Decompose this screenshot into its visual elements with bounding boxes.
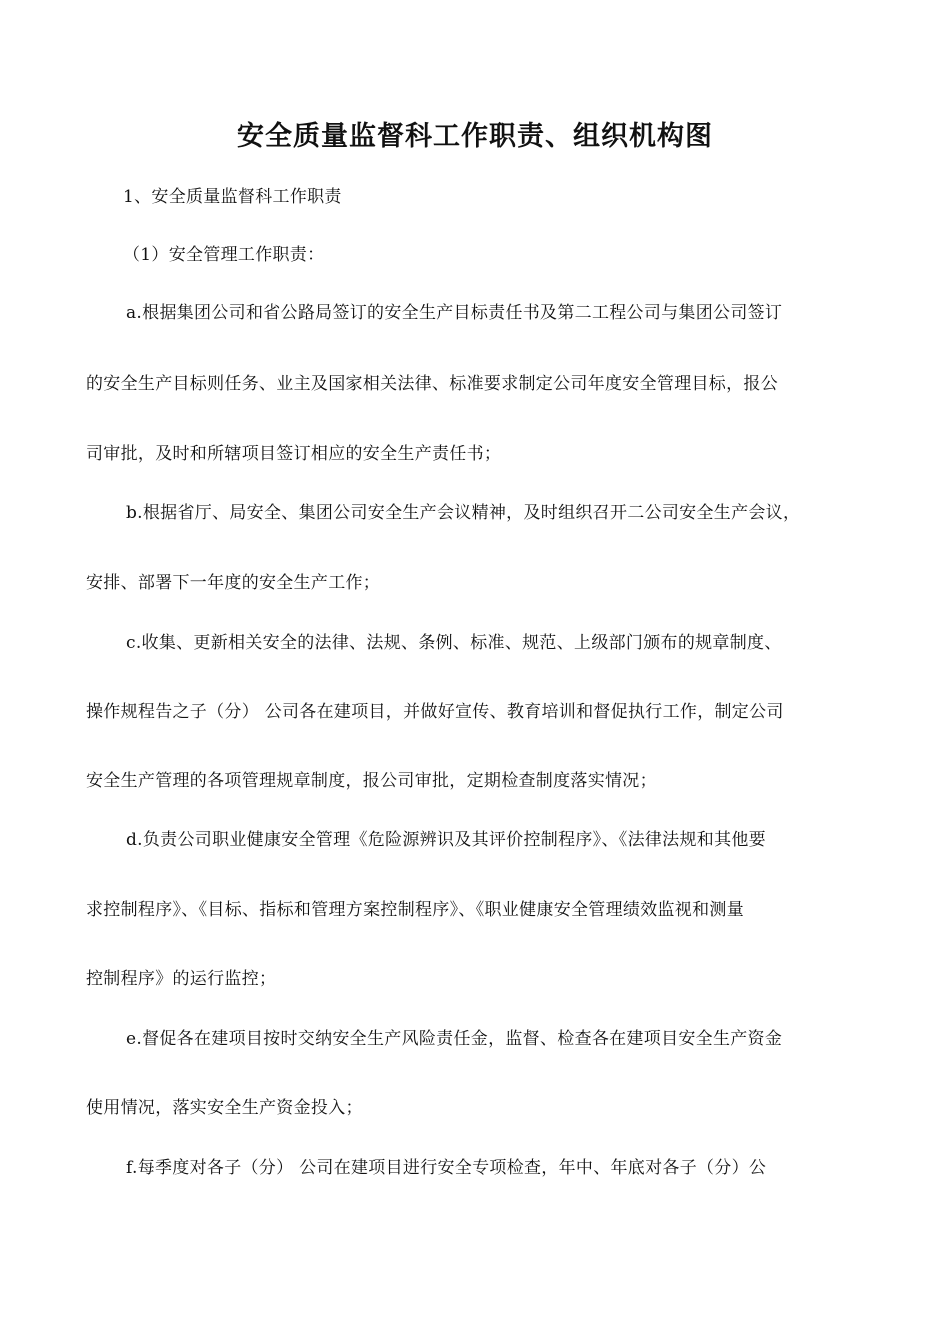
section-heading: 1、安全质量监督科工作职责 [123,187,342,207]
paragraph-b-line-2: 安排、部署下一年度的安全生产工作； [86,573,381,593]
paragraph-a-line-1: a.根据集团公司和省公路局签订的安全生产目标责任书及第二工程公司与集团公司签订 [126,303,783,323]
paragraph-c-line-3: 安全生产管理的各项管理规章制度，报公司审批，定期检查制度落实情况； [86,771,657,791]
paragraph-a-line-3: 司审批，及时和所辖项目签订相应的安全生产责任书； [86,444,502,464]
paragraph-b-line-1: b.根据省厅、局安全、集团公司安全生产会议精神，及时组织召开二公司安全生产会议， [126,503,801,523]
paragraph-e-line-2: 使用情况，落实安全生产资金投入； [86,1098,363,1118]
paragraph-d-line-2: 求控制程序》、《目标、指标和管理方案控制程序》、《职业健康安全管理绩效监视和测量 [86,900,744,920]
paragraph-a-line-2: 的安全生产目标则任务、业主及国家相关法律、标准要求制定公司年度安全管理目标，报公 [86,374,778,394]
subsection-heading: （1）安全管理工作职责： [123,245,325,265]
paragraph-d-line-3: 控制程序》的运行监控； [86,969,277,989]
document-title: 安全质量监督科工作职责、组织机构图 [237,121,713,152]
paragraph-e-line-1: e.督促各在建项目按时交纳安全生产风险责任金，监督、检查各在建项目安全生产资金 [126,1029,783,1049]
paragraph-d-line-1: d.负责公司职业健康安全管理《危险源辨识及其评价控制程序》、《法律法规和其他要 [126,830,766,850]
paragraph-c-line-1: c.收集、更新相关安全的法律、法规、条例、标准、规范、上级部门颁布的规章制度、 [126,633,782,653]
paragraph-c-line-2: 操作规程告之子（分） 公司各在建项目，并做好宣传、教育培训和督促执行工作，制定公司 [86,702,784,722]
paragraph-f-line-1: f.每季度对各子（分） 公司在建项目进行安全专项检查，年中、年底对各子（分）公 [126,1158,767,1178]
